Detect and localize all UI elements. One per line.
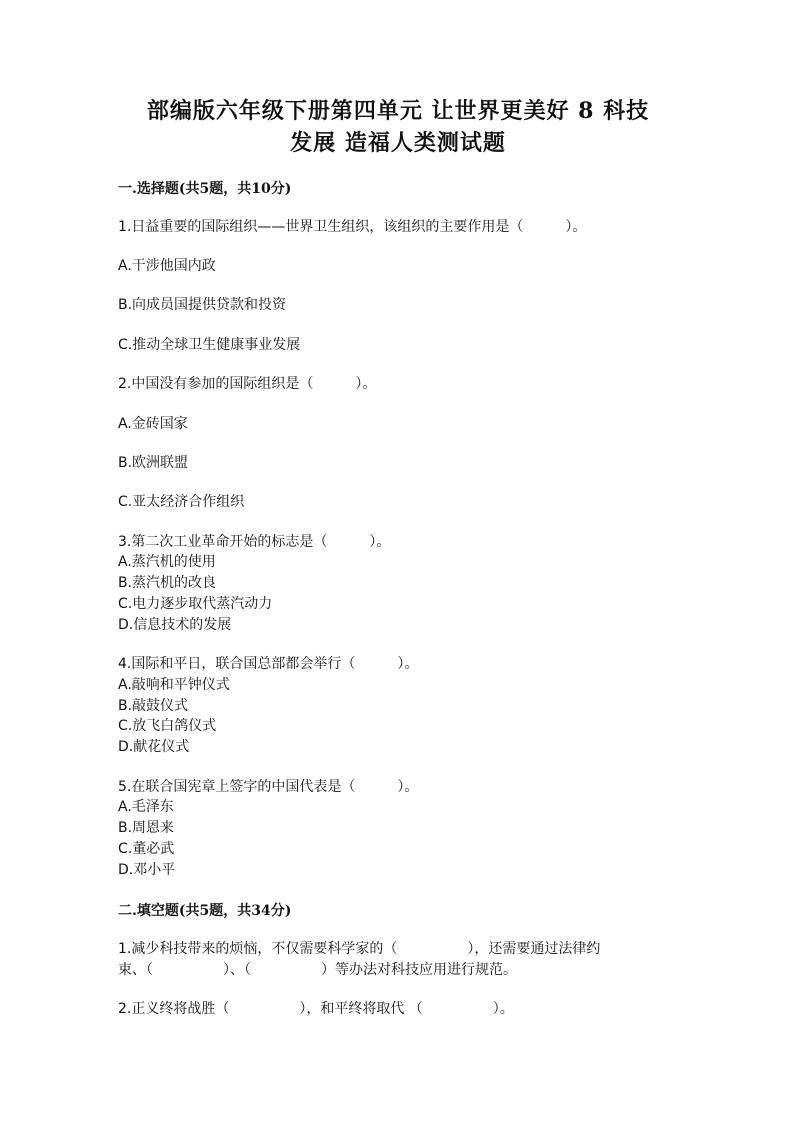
question-1-stem: 1.日益重要的国际组织——世界卫生组织，该组织的主要作用是（ ）。 xyxy=(118,219,587,235)
section-heading-choice: 一.选择题(共5题，共10分) xyxy=(118,181,292,197)
question-4-option-a: A.敲响和平钟仪式 xyxy=(118,677,230,693)
question-3-option-c: C.电力逐步取代蒸汽动力 xyxy=(118,596,273,612)
question-4-option-c: C.放飞白鸽仪式 xyxy=(118,718,217,734)
title-line-1: 部编版六年级下册第四单元 让世界更美好 8 科技 xyxy=(146,98,650,124)
question-5-option-c: C.董必武 xyxy=(118,841,175,857)
question-4-option-b: B.敲鼓仪式 xyxy=(118,698,189,714)
question-3-option-b: B.蒸汽机的改良 xyxy=(118,575,217,591)
question-1-option-b: B.向成员国提供贷款和投资 xyxy=(118,297,287,313)
question-5-option-d: D.邓小平 xyxy=(118,862,176,878)
question-2-stem: 2.中国没有参加的国际组织是（ ）。 xyxy=(118,376,377,392)
question-3-option-a: A.蒸汽机的使用 xyxy=(118,554,216,570)
question-3-option-d: D.信息技术的发展 xyxy=(118,617,232,633)
question-2-option-b: B.欧洲联盟 xyxy=(118,455,189,471)
fill-question-1-line-2: 束、（ ）、（ ）等办法对科技应用进行规范。 xyxy=(118,962,517,978)
question-1-option-c: C.推动全球卫生健康事业发展 xyxy=(118,337,301,353)
fill-question-2: 2.正义终将战胜（ ），和平终将取代 （ ）。 xyxy=(118,1001,514,1017)
question-5-option-b: B.周恩来 xyxy=(118,820,175,836)
question-1-option-a: A.干涉他国内政 xyxy=(118,258,216,274)
fill-question-1-line-1: 1.减少科技带来的烦恼，不仅需要科学家的（ ），还需要通过法律约 xyxy=(118,941,601,957)
section-heading-fill: 二.填空题(共5题，共34分) xyxy=(118,903,292,919)
question-5-option-a: A.毛泽东 xyxy=(118,799,174,815)
question-2-option-c: C.亚太经济合作组织 xyxy=(118,494,245,510)
page-title xyxy=(118,95,678,159)
question-5-stem: 5.在联合国宪章上签字的中国代表是（ ）。 xyxy=(118,779,419,795)
question-2-option-a: A.金砖国家 xyxy=(118,416,188,432)
question-4-option-d: D.献花仪式 xyxy=(118,739,190,755)
question-4-stem: 4.国际和平日，联合国总部都会举行（ ）。 xyxy=(118,656,419,672)
question-3-stem: 3.第二次工业革命开始的标志是（ ）。 xyxy=(118,534,391,550)
title-line-2: 发展 造福人类测试题 xyxy=(290,130,506,156)
